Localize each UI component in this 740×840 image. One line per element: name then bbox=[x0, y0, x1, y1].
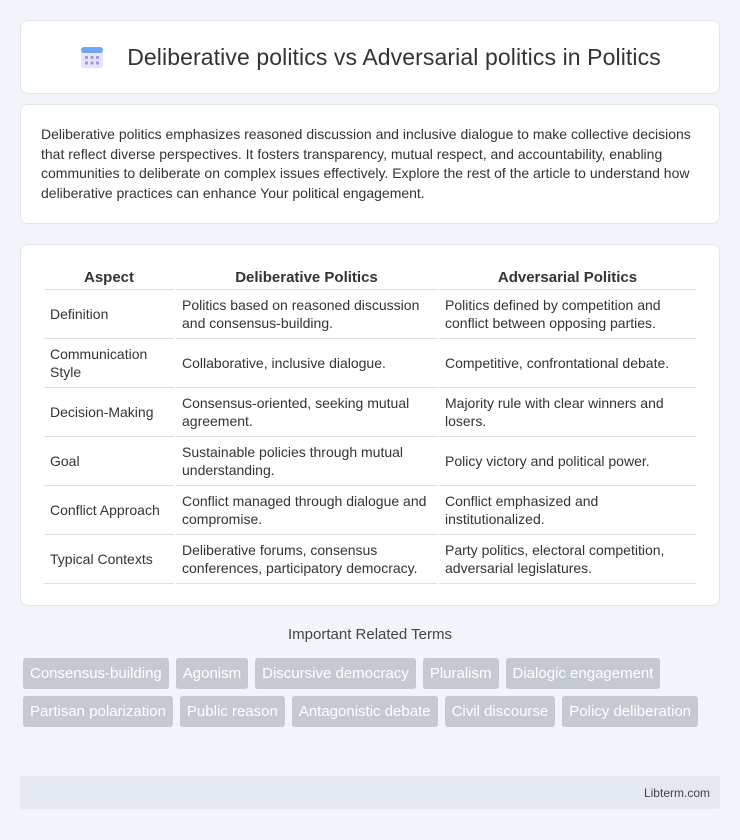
deliberative-cell: Collaborative, inclusive dialogue. bbox=[176, 339, 437, 388]
related-terms-tags bbox=[23, 658, 723, 734]
adversarial-cell: Competitive, confrontational debate. bbox=[439, 339, 696, 388]
footer bbox=[20, 776, 720, 809]
adversarial-cell: Conflict emphasized and institutionalized. bbox=[439, 486, 696, 535]
calendar-grid-icon bbox=[79, 44, 105, 70]
aspect-cell: Communication Style bbox=[44, 339, 174, 388]
deliberative-cell: Conflict managed through dialogue and compromise. bbox=[176, 486, 437, 535]
aspect-cell: Definition bbox=[44, 290, 174, 339]
term-tag[interactable]: Agonism bbox=[176, 658, 248, 689]
aspect-cell: Conflict Approach bbox=[44, 486, 174, 535]
term-tag[interactable]: Pluralism bbox=[423, 658, 499, 689]
term-tag[interactable]: Discursive democracy bbox=[255, 658, 416, 689]
term-tag[interactable]: Public reason bbox=[180, 696, 285, 727]
column-header: Deliberative Politics bbox=[176, 265, 437, 290]
deliberative-cell: Consensus-oriented, seeking mutual agreement. bbox=[176, 388, 437, 437]
aspect-cell: Typical Contexts bbox=[44, 535, 174, 584]
footer-site-link[interactable]: Libterm.com bbox=[643, 786, 710, 800]
comparison-table bbox=[42, 265, 698, 584]
term-tag[interactable]: Civil discourse bbox=[445, 696, 556, 727]
column-header: Aspect bbox=[44, 265, 174, 290]
intro-card bbox=[20, 104, 720, 224]
comparison-table-card bbox=[20, 244, 720, 606]
term-tag[interactable]: Policy deliberation bbox=[562, 696, 698, 727]
term-tag[interactable]: Partisan polarization bbox=[23, 696, 173, 727]
adversarial-cell: Politics defined by competition and conflict between opposing parties. bbox=[439, 290, 696, 339]
table-row bbox=[44, 535, 696, 584]
term-tag[interactable]: Consensus-building bbox=[23, 658, 169, 689]
table-header-row bbox=[44, 265, 696, 290]
header-card bbox=[20, 20, 720, 94]
aspect-cell: Goal bbox=[44, 437, 174, 486]
deliberative-cell: Politics based on reasoned discussion and consensus-building. bbox=[176, 290, 437, 339]
column-header: Adversarial Politics bbox=[439, 265, 696, 290]
aspect-cell: Decision-Making bbox=[44, 388, 174, 437]
intro-text: Deliberative politics emphasizes reasoned discussion and inclusive dialogue to make collective decisions that reflect diverse perspectives. It fosters transparency, mutual respect, and accountability, enabling communities to deliberate on complex issues effectively. Explore the rest of the article to understand how deliberative practices can enhance Your political engagement. bbox=[41, 126, 691, 201]
adversarial-cell: Party politics, electoral competition, adversarial legislatures. bbox=[439, 535, 696, 584]
page-title: Deliberative politics vs Adversarial politics in Politics bbox=[127, 43, 661, 70]
table-row bbox=[44, 437, 696, 486]
adversarial-cell: Policy victory and political power. bbox=[439, 437, 696, 486]
table-row bbox=[44, 486, 696, 535]
table-row bbox=[44, 388, 696, 437]
table-row bbox=[44, 339, 696, 388]
adversarial-cell: Majority rule with clear winners and losers. bbox=[439, 388, 696, 437]
deliberative-cell: Sustainable policies through mutual understanding. bbox=[176, 437, 437, 486]
table-row bbox=[44, 290, 696, 339]
related-terms-title: Important Related Terms bbox=[288, 626, 452, 643]
deliberative-cell: Deliberative forums, consensus conferences, participatory democracy. bbox=[176, 535, 437, 584]
term-tag[interactable]: Antagonistic debate bbox=[292, 696, 438, 727]
term-tag[interactable]: Dialogic engagement bbox=[506, 658, 661, 689]
